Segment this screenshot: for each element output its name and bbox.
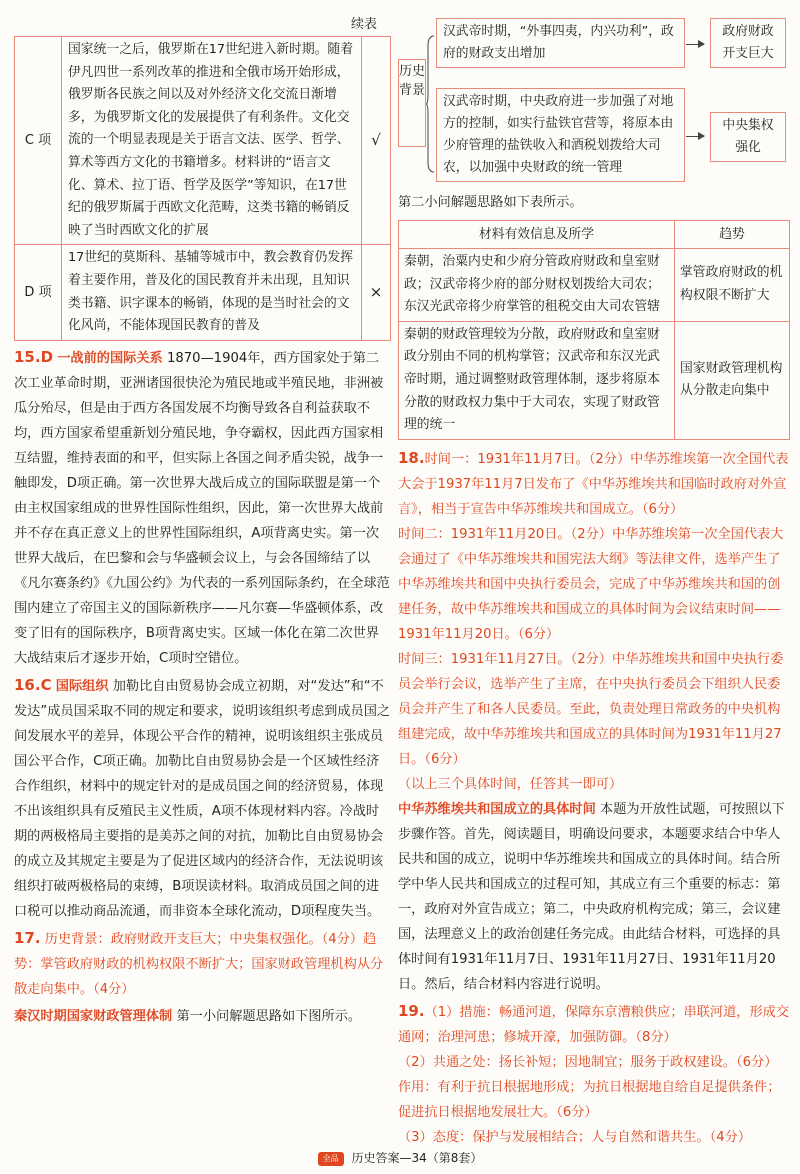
option-row-c — [15, 37, 391, 245]
diagram-result-2: 中央集权强化 — [710, 112, 786, 162]
question-number: 16.C — [14, 675, 52, 694]
table-cell: 国家财政管理机构从分散走向集中 — [675, 321, 790, 439]
question-number: 19. — [398, 1001, 425, 1020]
answer-part-1: （1）措施：畅通河道，保障东京漕粮供应；串联河道，形成交通网；治理河患；修城开濠，加强防御。（8分） — [398, 1004, 790, 1045]
page-number: 历史答案—34（第8套） — [351, 1151, 483, 1165]
table-header: 材料有效信息及所学 — [399, 221, 675, 249]
explanation-text: 加勒比自由贸易协会成立初期，对“发达”和“不发达”成员国采取不同的规定和要求，说明该组织考虑到成员国之间发展水平的差异，体现公平合作的精神，说明该组织主张成员国公平合作，C项正确。加勒比自由贸易协会是一个区域性经济合作组织，材料中的规定针对的是成员国之间的经济贸易，体现不出该组织具有反殖民主义性质，A项不体现材料内容。冷战时期的两极格局主要指的是美苏之间的对抗，加勒比自由贸易协会的成立及其规定主要是为了促进区域内的经济合作，无法说明该组织打破两极格局的束缚，B项误读材料。取消成员国之间的进口税可以推动商品流通，而非资本全球化流动，D项程度失当。 — [14, 678, 391, 919]
intro-text: 第一小问解题思路如下图所示。 — [176, 1008, 362, 1024]
topic-tag: 秦汉时期国家财政管理体制 — [14, 1008, 173, 1024]
options-table — [14, 36, 391, 341]
page-footer — [0, 1148, 800, 1168]
cross-icon: × — [362, 245, 391, 340]
answer-time-2: 时间二：1931年11月20日。（2分）中华苏维埃第一次全国代表大会通过了《中华苏维埃共和国宪法大纲》等法律文件，选举产生了中华苏维埃共和国中央执行委员会，完成了中华苏维埃共和国的创建任务，故中华苏维埃共和国成立的具体时间为会议结束时间——1931年11月20日。（6分） — [398, 526, 784, 642]
question-16 — [14, 673, 391, 924]
analysis-text: 本题为开放性试题，可按照以下步骤作答。首先，阅读题目，明确设问要求，本题要求结合中华人民共和国的成立，说明中华苏维埃共和国成立的具体时间。结合所学中华人民共和国成立的过程可知，其成立有三个重要的标志：第一，政府对外宣告成立；第二，中央政府机构完成；第三，会议建国，法理意义上的政治创建任务完成。由此结合材料，可选择的具体时间有1931年11月7日、1931年11月27日、1931年11月20日。然后，结合材料内容进行说明。 — [398, 801, 785, 992]
answer-text: 历史背景：政府财政开支巨大；中央集权强化。（4分）趋势：掌管政府财政的机构权限不断扩大；国家财政管理机构从分散走向集中。（4分） — [14, 931, 384, 997]
right-column — [398, 14, 790, 1150]
continued-label: 续表 — [350, 17, 377, 32]
answer-part-3: （3）态度：保护与发展相结合；人与自然和谐共生。（4分） — [398, 1129, 752, 1145]
answer-part-2: （2）共通之处：扬长补短；因地制宜；服务于政权建设。（6分）作用：有利于抗日根据地形成；为抗日根据地自给自足提供条件；促进抗日根据地发展壮大。（6分） — [398, 1054, 781, 1120]
explanation-text: 1870—1904年，西方国家处于第二次工业革命时期，亚洲诸国很快沦为殖民地或半殖民地，非洲被瓜分殆尽，但是由于西方各国发展不均衡导致各自利益获取不均，西方国家希望重新划分殖民地，争夺霸权，因此西方国家相互结盟，维持表面的和平，但实际上各国之间矛盾尖锐，战争一触即发，D项正确。第一次世界大战后成立的国际联盟是第一个由主权国家组成的世界性国际性组织，因此，第一次世界大战前并不存在真正意义上的世界性国际组织，A项背离史实。第一次世界大战后，在巴黎和会与华盛顿会议上，与会各国缔结了以《凡尔赛条约》《九国公约》为代表的一系列国际条约，在全球范围内建立了帝国主义的国际新秩序——凡尔赛—华盛顿体系，改变了旧有的国际秩序，B项背离史实。区域一体化在第二次世界大战结束后才逐步开始，C项时空错位。 — [14, 350, 390, 666]
question-15 — [14, 345, 391, 671]
answer-note: （以上三个具体时间，任答其一即可） — [398, 776, 623, 792]
table-row — [399, 321, 790, 439]
answer-time-3: 时间三：1931年11月27日。（2分）中华苏维埃共和国中央执行委员会举行会议，选举产生了主席，在中央执行委员会下组织人民委员会并产生了和各人民委员。至此，负责处理日常政务的中央机构组建完成，故中华苏维埃共和国成立的具体时间为1931年11月27日。（6分） — [398, 651, 784, 767]
trend-table — [398, 220, 790, 440]
table-cell: 秦朝，治粟内史和少府分管政府财政和皇室财政；汉武帝将少府的部分财权划拨给大司农；东汉光武帝将少府掌管的租税交由大司农管辖 — [399, 249, 675, 322]
diagram-label: 历史背景 — [398, 59, 426, 147]
table-cell: 秦朝的财政管理较为分散，政府财政和皇室财政分别由不同的机构掌管；汉武帝和东汉光武帝时期，通过调整财政管理体制，逐步将原本分散的财政权力集中于大司农，实现了财政管理的统一 — [399, 321, 675, 439]
question-18 — [398, 446, 790, 522]
question-19 — [398, 999, 790, 1050]
topic-tag: 中华苏维埃共和国成立的具体时间 — [398, 801, 596, 817]
question-18-analysis — [398, 797, 790, 997]
option-label: C 项 — [15, 37, 62, 245]
brand-logo: 全品 — [318, 1152, 344, 1166]
background-diagram — [398, 14, 790, 184]
question-number: 17. — [14, 928, 41, 947]
table-row — [399, 249, 790, 322]
table-header: 趋势 — [675, 221, 790, 249]
brace-icon — [426, 34, 434, 174]
question-17 — [14, 926, 391, 1002]
option-text: 国家统一之后，俄罗斯在17世纪进入新时期。随着伊凡四世一系列改革的推进和全俄市场开始形成，俄罗斯各民族之间以及对外经济文化交流日渐增多，为俄罗斯文化的发展提供了有利条件。文化交流的一个明显表现是关于语言文法、医学、哲学、算术等西方文化的书籍增多。材料讲的“语言文化、算术、拉丁语、哲学及医学”等知识，在17世纪的俄罗斯属于西欧文化范畴，这类书籍的畅销反映了当时西欧文化的扩展 — [62, 37, 362, 245]
table-header-row — [399, 221, 790, 249]
topic-tag: 国际组织 — [55, 678, 109, 694]
question-17-analysis — [14, 1004, 391, 1029]
option-label: D 项 — [15, 245, 62, 340]
left-column — [14, 14, 391, 1029]
question-number: 18. — [398, 448, 425, 467]
arrow-icon — [686, 136, 704, 137]
option-text: 17世纪的莫斯科、基辅等城市中，教会教育仍发挥着主要作用，普及化的国民教育并未出现，且知识类书籍、识字课本的畅销，体现的是当时社会的文化风尚，不能体现国民教育的普及 — [62, 245, 362, 340]
topic-tag: 一战前的国际关系 — [57, 350, 163, 366]
diagram-box-2: 汉武帝时期，中央政府进一步加强了对地方的控制，如实行盐铁官营等，将原本由少府管理的盐铁收入和酒税划拨给大司农，以加强中央财政的统一管理 — [436, 88, 685, 182]
check-icon: √ — [362, 37, 391, 245]
table-cell: 掌管政府财政的机构权限不断扩大 — [675, 249, 790, 322]
diagram-result-1: 政府财政开支巨大 — [710, 18, 786, 68]
answer-time-1: 时间一：1931年11月7日。（2分）中华苏维埃第一次全国代表大会于1937年11月7日发布了《中华苏维埃共和国临时政府对外宣言》，相当于宣告中华苏维埃共和国成立。（6分） — [398, 451, 789, 517]
arrow-icon — [686, 44, 704, 45]
option-row-d — [15, 245, 391, 340]
intro2-text: 第二小问解题思路如下表所示。 — [398, 195, 583, 210]
diagram-box-1: 汉武帝时期，“外事四夷，内兴功利”，政府的财政支出增加 — [436, 18, 685, 68]
question-number: 15.D — [14, 347, 54, 366]
